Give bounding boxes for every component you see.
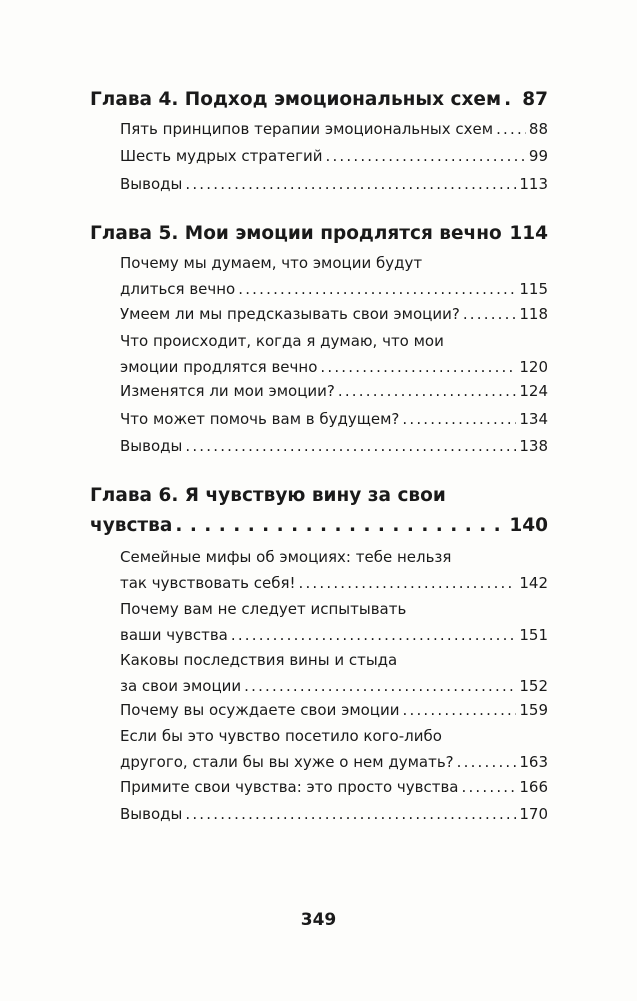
chapter-title: Глава 4. Подход эмоциональных схем [90, 89, 502, 110]
entry-page: 142 [519, 574, 548, 592]
chapter-heading [90, 481, 548, 541]
toc-entry [120, 301, 548, 327]
entry-title: длиться вечно [120, 280, 236, 298]
chapter-heading [90, 85, 548, 115]
entry-title: так чувствовать себя! [120, 574, 296, 592]
entry-title: Каковы последствия вины и стыда [120, 651, 398, 669]
toc-entry [120, 250, 548, 302]
entry-page: 88 [528, 120, 548, 138]
entry-title: Что может помочь вам в будущем? [120, 410, 400, 428]
entry-page: 124 [519, 382, 548, 400]
entry-title: Умеем ли мы предсказывать свои эмоции? [120, 305, 460, 323]
chapter-title: Глава 5. Мои эмоции продлятся вечно [90, 223, 502, 244]
entry-page: 113 [519, 175, 548, 193]
toc-entry [120, 328, 548, 380]
toc-entry [120, 801, 548, 827]
entry-title: Выводы [120, 805, 183, 823]
entry-page: 115 [519, 280, 548, 298]
toc-entry [120, 143, 548, 169]
entry-page: 166 [519, 778, 548, 796]
entry-title: Шесть мудрых стратегий [120, 147, 323, 165]
entry-title: Почему мы думаем, что эмоции будут [120, 254, 423, 272]
toc-entry [120, 433, 548, 459]
toc-entry [120, 647, 548, 699]
chapter-heading [90, 219, 548, 249]
entry-page: 152 [519, 677, 548, 695]
chapter-title: чувства [90, 515, 173, 536]
entry-title: Примите свои чувства: это просто чувства [120, 778, 459, 796]
entry-page: 118 [519, 305, 548, 323]
entry-page: 134 [519, 410, 548, 428]
entry-page: 138 [519, 437, 548, 455]
entry-page: 99 [528, 147, 548, 165]
entry-title: другого, стали бы вы хуже о нем думать? [120, 753, 454, 771]
toc-entry [120, 171, 548, 197]
toc-entry [120, 544, 548, 596]
toc-entry [120, 406, 548, 432]
entry-title: Почему вы осуждаете свои эмоции [120, 701, 400, 719]
entry-title: Выводы [120, 437, 183, 455]
chapter-title: Глава 6. Я чувствую вину за свои [90, 485, 446, 506]
entry-title: Семейные мифы об эмоциях: тебе нельзя [120, 548, 452, 566]
entry-title: ваши чувства [120, 626, 228, 644]
toc-entry [120, 723, 548, 775]
chapter-page: 140 [509, 515, 548, 536]
toc-entry [120, 774, 548, 800]
entry-title: Изменятся ли мои эмоции? [120, 382, 335, 400]
entry-title: Выводы [120, 175, 183, 193]
toc-entry [120, 697, 548, 723]
toc-entry [120, 116, 548, 142]
entry-title: Что происходит, когда я думаю, что мои [120, 332, 444, 350]
entry-page: 120 [519, 358, 548, 376]
entry-title: Почему вам не следует испытывать [120, 600, 407, 618]
entry-page: 159 [519, 701, 548, 719]
entry-title: за свои эмоции [120, 677, 242, 695]
entry-page: 151 [519, 626, 548, 644]
chapter-page: 87 [522, 89, 548, 110]
toc-entry [120, 596, 548, 648]
toc-entry [120, 378, 548, 404]
entry-title: Если бы это чувство посетило кого-либо [120, 727, 442, 745]
chapter-page: 114 [509, 223, 548, 244]
page-number: 349 [300, 910, 337, 930]
entry-title: Пять принципов терапии эмоциональных схем [120, 120, 494, 138]
entry-page: 170 [519, 805, 548, 823]
entry-title: эмоции продлятся вечно [120, 358, 318, 376]
entry-page: 163 [519, 753, 548, 771]
